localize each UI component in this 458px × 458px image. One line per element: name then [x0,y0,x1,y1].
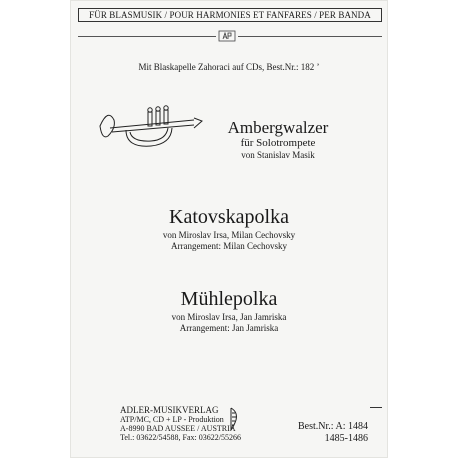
harp-icon [228,406,240,437]
publisher-logo-icon [216,30,238,42]
header-banner [78,8,382,22]
publisher-info [120,406,241,442]
piece-arranger: Arrangement: Jan Jamriska [179,323,279,333]
piece-composers: von Miroslav Irsa, Milan Cechovsky [162,230,296,240]
piece-composers: von Miroslav Irsa, Jan Jamriska [171,312,287,322]
order-divider [370,407,382,408]
order-number: Best.Nr.: A: 1484 [297,421,368,432]
publisher-name: ADLER-MUSIKVERLAG [120,405,219,415]
piece-subtitle: für Solotrompete [240,137,316,149]
trumpet-icon [96,98,206,163]
publisher-production: ATP/MC, CD + LP - Produktion [120,415,224,424]
piece-arranger: Arrangement: Milan Cechovsky [171,241,287,251]
piece-title-ambergwalzer: Ambergwalzer [227,118,329,137]
piece-title-muehlepolka: Mühlepolka [180,288,278,310]
piece-title-katovskapolka: Katovskapolka [169,206,289,228]
piece-composer: von Stanislav Masik [241,150,315,160]
recording-note: Mit Blaskapelle Zahoraci auf CDs, Best.Nr.: 182 ’ [138,62,320,72]
publisher-phone: Tel.: 03622/54588, Fax: 03622/55266 [120,433,241,442]
publisher-address: A-8990 BAD AUSSEE / AUSTRIA [120,424,236,433]
header-banner-text: FÜR BLASMUSIK / POUR HARMONIES ET FANFARES / PER BANDA [89,10,371,20]
order-range: 1485-1486 [324,433,368,444]
